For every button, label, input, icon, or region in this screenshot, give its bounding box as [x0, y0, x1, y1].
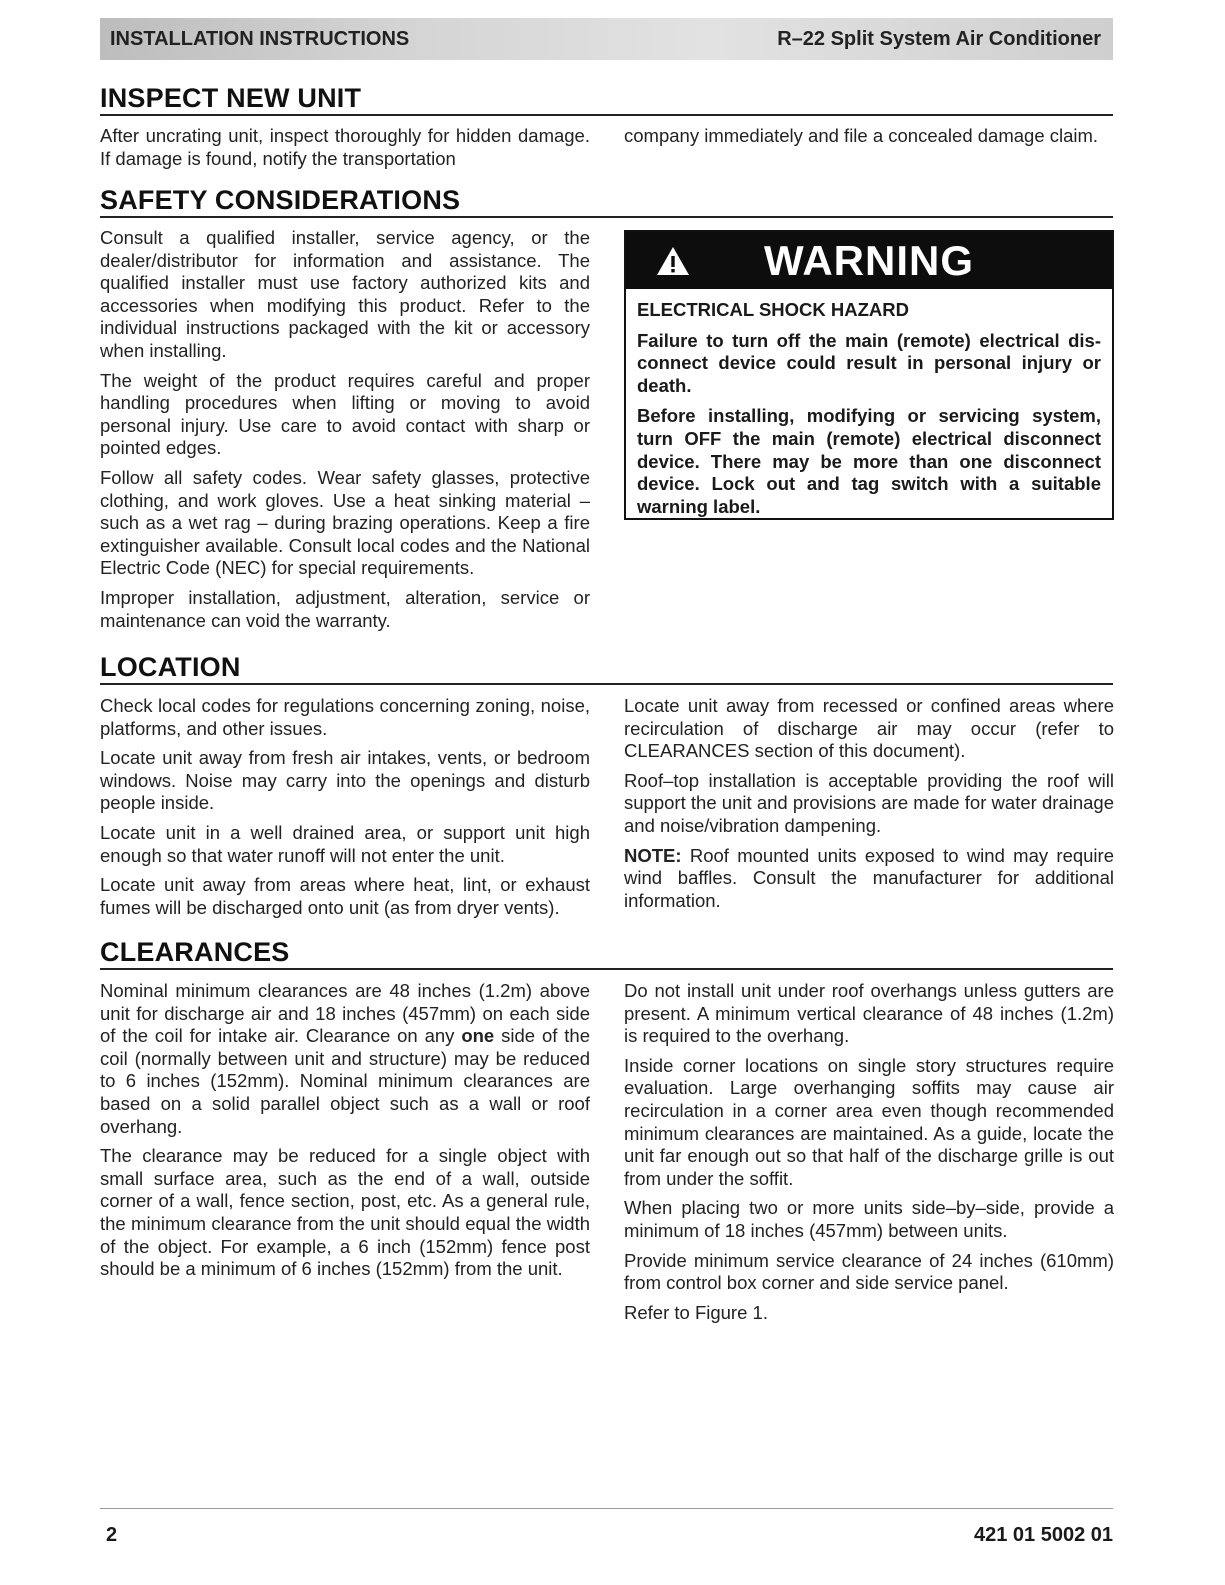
location-left-paragraph: Locate unit away from fresh air intakes, vents, or bedroom windows. Noise may carry into the openings and disturb people inside.: [100, 747, 590, 814]
clearances-right-paragraph: Provide minimum service clearance of 24 inches (610mm) from control box corner and side service panel.: [624, 1249, 1114, 1294]
clearances-text-b: side of the coil (normally between unit and structure) may be reduced to 6 inches (152mm). Nominal minimum clearances are based on a solid parallel object such as a wall or roof overhang.: [100, 1025, 590, 1137]
safety-paragraph-3: Follow all safety codes. Wear safety glasses, protective clothing, and work gloves. Use a heat sinking material – such as a wet rag – during brazing operations. Keep a fire extinguisher available. Consult local codes and the National Electric Code (NEC) for special requirements.: [100, 466, 590, 579]
clearances-left-paragraph-2: The clearance may be reduced for a single object with small surface area, such as the end of a wall, outside corner of a wall, fence section, post, etc. As a general rule, the minimum clearance from the unit should equal the width of the object. For example, a 6 inch (152mm) fence post should be a minimum of 6 inches (152mm) from the unit.: [100, 1145, 590, 1280]
warning-triangle-icon: [656, 246, 690, 276]
header-left-text: INSTALLATION INSTRUCTIONS: [110, 27, 410, 50]
clearances-right-paragraph: When placing two or more units side–by–side, provide a minimum of 18 inches (457mm) between units.: [624, 1197, 1114, 1241]
clearances-right-paragraph: Refer to Figure 1.: [624, 1301, 768, 1323]
page-header-bar: [100, 18, 1113, 60]
warning-box: [624, 230, 1114, 520]
page-number: 2: [106, 1524, 118, 1546]
clearances-emphasis: one: [461, 1025, 495, 1047]
section-title-clearances: CLEARANCES: [100, 937, 1113, 970]
location-right-paragraph: Locate unit away from recessed or confined areas where recirculation of discharge air may occur (refer to CLEARANCES section of this document).: [624, 695, 1114, 762]
inspect-paragraph-1: After uncrating unit, inspect thoroughly for hidden damage. If damage is found, notify the transportation: [100, 125, 590, 169]
clearances-right-paragraph: Do not install unit under roof overhangs unless gutters are present. A minimum vertical clearance of 48 inches (1.2m) is required to the overhang.: [624, 980, 1114, 1047]
clearances-left-paragraph-1: [100, 980, 590, 1138]
section-title-inspect: INSPECT NEW UNIT: [100, 83, 1113, 116]
location-right-column: [624, 695, 1114, 919]
safety-paragraph-4: Improper installation, adjustment, alteration, service or maintenance can void the warranty.: [100, 586, 590, 631]
warning-heading: WARNING: [764, 236, 974, 284]
header-right-text: R–22 Split System Air Conditioner: [777, 27, 1101, 50]
safety-column: [100, 227, 590, 639]
document-number: 421 01 5002 01: [973, 1524, 1113, 1546]
location-left-column: [100, 695, 590, 926]
warning-hazard-title: ELECTRICAL SHOCK HAZARD: [637, 299, 910, 320]
warning-paragraph-1: Failure to turn off the main (remote) electrical dis- connect device could result in personal injury or death.: [637, 329, 1101, 396]
footer-divider: [100, 1508, 1113, 1509]
inspect-left-column: [100, 125, 590, 170]
section-title-safety: SAFETY CONSIDERATIONS: [100, 185, 1113, 218]
note-label: NOTE:: [624, 844, 682, 866]
location-left-paragraph: Locate unit away from areas where heat, lint, or exhaust fumes will be discharged onto unit (as from dryer vents).: [100, 874, 590, 918]
location-left-paragraph: Check local codes for regulations concerning zoning, noise, platforms, and other issues.: [100, 695, 590, 739]
clearances-right-paragraph: Inside corner locations on single story structures require evaluation. Large overhanging soffits may cause air recirculation in a corner area even though recommended minimum clearances are maintained. As a guide, locate the unit far enough out so that half of the discharge grille is out from under the soffit.: [624, 1054, 1114, 1189]
safety-paragraph-1: Consult a qualified installer, service agency, or the dealer/distributor for information and assistance. The qualified installer must use factory authorized kits and accessories when modifying this product. Refer to the individual instructions packaged with the kit or accessory when installing.: [100, 227, 590, 361]
location-left-paragraph: Locate unit in a well drained area, or support unit high enough so that water runoff will not enter the unit.: [100, 821, 590, 866]
inspect-paragraph-2: company immediately and file a concealed damage claim.: [624, 125, 1099, 146]
location-note: [624, 845, 1114, 913]
note-text: Roof mounted units exposed to wind may require wind baffles. Consult the manufacturer for additional information.: [624, 844, 1114, 911]
clearances-text-a: Nominal minimum clearances are 48 inches (1.2m) above unit for discharge air and 18 inches (457mm) on each side of the coil for intake air. Clearance on any: [100, 980, 590, 1047]
clearances-right-column: [624, 980, 1114, 1331]
inspect-right-column: [624, 125, 1114, 148]
warning-body: [626, 289, 1112, 518]
warning-header: [626, 232, 1112, 289]
warning-paragraph-2: Before installing, modifying or servicing system, turn OFF the main (remote) electrical disconnect device. There may be more than one disconnect device. Lock out and tag switch with a suitable warning label.: [637, 405, 1101, 517]
section-title-location: LOCATION: [100, 652, 1113, 685]
location-right-paragraph: Roof–top installation is acceptable providing the roof will support the unit and provisions are made for water drainage and noise/vibration dampening.: [624, 769, 1114, 836]
clearances-left-column: [100, 980, 590, 1288]
safety-paragraph-2: The weight of the product requires careful and proper handling procedures when lifting or moving to avoid personal injury. Use care to avoid contact with sharp or pointed edges.: [100, 369, 590, 459]
